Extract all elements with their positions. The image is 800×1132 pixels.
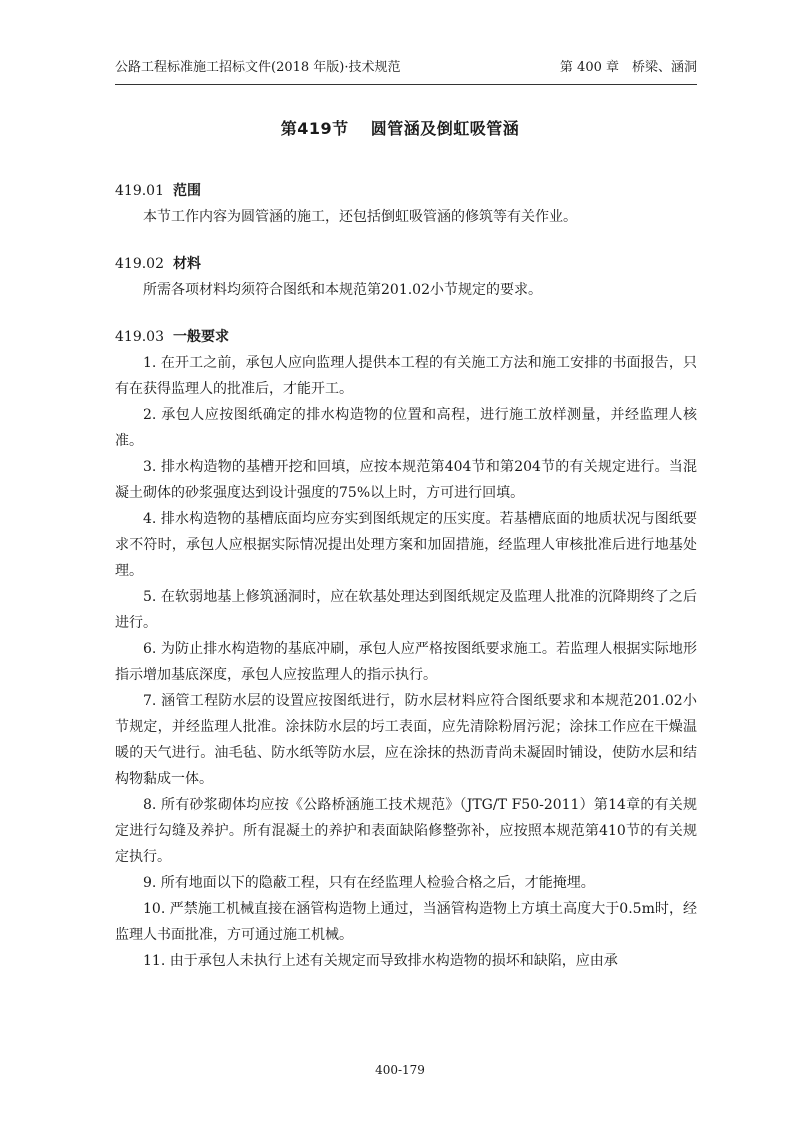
requirement-item: 1. 在开工之前，承包人应向监理人提供本工程的有关施工方法和施工安排的书面报告，只有在获得监理人的批准后，才能开工。 <box>115 355 697 397</box>
requirement-item: 6. 为防止排水构造物的基底冲刷，承包人应严格按图纸要求施工。若监理人根据实际地形指示增加基底深度，承包人应按监理人的指示执行。 <box>115 641 697 683</box>
requirement-item: 4. 排水构造物的基槽底面均应夯实到图纸规定的压实度。若基槽底面的地质状况与图纸要求不符时，承包人应根据实际情况提出处理方案和加固措施，经监理人审核批准后进行地基处理。 <box>115 511 697 579</box>
requirement-item: 7. 涵管工程防水层的设置应按图纸进行，防水层材料应符合图纸要求和本规范201.02小节规定，并经监理人批准。涂抹防水层的圬工表面，应先清除粉屑污泥；涂抹工作应在干燥温暖的天气进行。油毛毡、防水纸等防水层，应在涂抹的热沥青尚未凝固时铺设，使防水层和结构物黏成一体。 <box>115 693 697 787</box>
requirement-item: 9. 所有地面以下的隐蔽工程，只有在经监理人检验合格之后，才能掩埋。 <box>143 875 595 891</box>
header-chapter: 第 400 章 桥梁、涵洞 <box>559 60 697 75</box>
paragraph: 所需各项材料均须符合图纸和本规范第201.02小节规定的要求。 <box>143 282 542 298</box>
requirement-item: 3. 排水构造物的基槽开挖和回填，应按本规范第404节和第204节的有关规定进行。当混凝土砌体的砂浆强度达到设计强度的75%以上时，方可进行回填。 <box>115 459 697 501</box>
requirement-item: 10. 严禁施工机械直接在涵管构造物上通过，当涵管构造物上方填土高度大于0.5m时，经监理人书面批准，方可通过施工机械。 <box>115 901 697 943</box>
subsection-title: 一般要求 <box>173 329 229 345</box>
main-content <box>115 178 697 974</box>
subsection-number: 419.02 <box>115 256 164 272</box>
section-title <box>0 116 800 139</box>
subsection-heading <box>115 324 697 350</box>
requirement-item: 2. 承包人应按图纸确定的排水构造物的位置和高程，进行施工放样测量，并经监理人核准。 <box>115 407 697 449</box>
subsection-scope <box>115 178 697 230</box>
subsection-general-requirements <box>115 324 697 974</box>
subsection-heading <box>115 178 697 204</box>
section-title-text: 圆管涵及倒虹吸管涵 <box>370 119 520 138</box>
subsection-number: 419.03 <box>115 329 164 345</box>
page-number: 400-179 <box>375 1063 425 1077</box>
subsection-number: 419.01 <box>115 183 164 199</box>
subsection-materials <box>115 251 697 303</box>
subsection-title: 材料 <box>173 256 201 272</box>
subsection-heading <box>115 251 697 277</box>
header-document-title: 公路工程标准施工招标文件(2018 年版)·技术规范 <box>115 60 401 75</box>
subsection-title: 范围 <box>173 183 201 199</box>
header-divider <box>115 84 697 85</box>
requirement-item: 11. 由于承包人未执行上述有关规定而导致排水构造物的损坏和缺陷，应由承 <box>143 953 618 969</box>
requirement-item: 5. 在软弱地基上修筑涵洞时，应在软基处理达到图纸规定及监理人批准的沉降期终了之后进行。 <box>115 589 697 631</box>
requirement-item: 8. 所有砂浆砌体均应按《公路桥涵施工技术规范》（JTG/T F50-2011）第14章的有关规定进行勾缝及养护。所有混凝土的养护和表面缺陷修整弥补，应按照本规范第410节的有关规定执行。 <box>115 797 697 865</box>
running-header <box>115 56 697 80</box>
paragraph: 本节工作内容为圆管涵的施工，还包括倒虹吸管涵的修筑等有关作业。 <box>143 209 577 225</box>
section-number: 第419节 <box>280 119 349 138</box>
